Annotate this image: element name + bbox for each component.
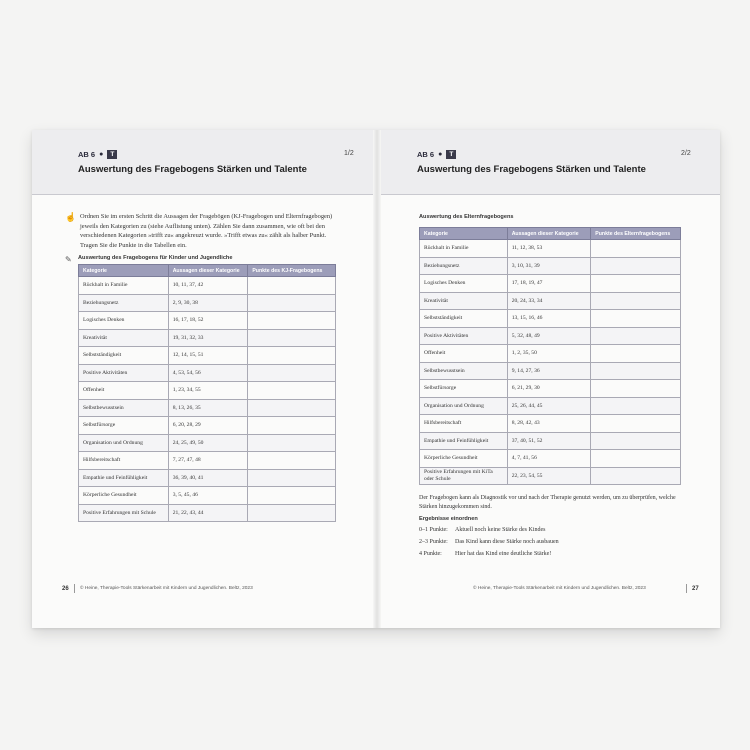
category-cell: Selbstbewusstsein [79, 399, 169, 417]
category-cell: Selbstfürsorge [420, 380, 508, 398]
points-cell[interactable] [248, 329, 336, 347]
footer-divider [686, 584, 687, 593]
kj-table [78, 264, 336, 522]
points-cell[interactable] [591, 310, 681, 328]
table-row [79, 452, 336, 470]
category-cell: Rückhalt in Familie [79, 277, 169, 295]
worksheet-label [78, 150, 117, 159]
category-cell: Kreativität [420, 292, 508, 310]
points-cell[interactable] [591, 257, 681, 275]
table-row [420, 432, 681, 450]
copyright-text: © Heine, Therapie-Tools Stärkenarbeit mit Kindern und Jugendlichen. Beltz, 2023 [80, 586, 253, 591]
category-cell: Rückhalt in Familie [420, 240, 508, 258]
points-cell[interactable] [248, 364, 336, 382]
points-cell[interactable] [248, 452, 336, 470]
statements-cell: 8, 13, 26, 35 [168, 399, 248, 417]
table-row [420, 240, 681, 258]
page-indicator: 1/2 [344, 150, 354, 157]
category-cell: Kreativität [79, 329, 169, 347]
statements-cell: 3, 5, 45, 46 [168, 487, 248, 505]
points-cell[interactable] [248, 417, 336, 435]
category-cell: Selbstbewusstsein [420, 362, 508, 380]
statements-cell: 5, 32, 48, 49 [507, 327, 591, 345]
statements-cell: 6, 21, 29, 30 [507, 380, 591, 398]
points-cell[interactable] [248, 312, 336, 330]
points-cell[interactable] [591, 467, 681, 485]
points-cell[interactable] [248, 294, 336, 312]
footer-divider [74, 584, 75, 593]
t-badge: T [107, 150, 117, 159]
points-cell[interactable] [591, 415, 681, 433]
table-row [79, 504, 336, 522]
table-row [79, 487, 336, 505]
statements-cell: 11, 12, 38, 53 [507, 240, 591, 258]
points-cell[interactable] [248, 434, 336, 452]
table-header-row [420, 228, 681, 240]
category-cell: Organisation und Ordnung [420, 397, 508, 415]
table-row [79, 399, 336, 417]
result-text: Das Kind kann diese Stärke noch ausbauen [455, 539, 559, 545]
points-cell[interactable] [248, 469, 336, 487]
table-row [79, 329, 336, 347]
table-row [79, 347, 336, 365]
table-row [420, 310, 681, 328]
ab-label: AB 6 [417, 150, 435, 159]
statements-cell: 7, 27, 47, 48 [168, 452, 248, 470]
category-cell: Offenheit [79, 382, 169, 400]
points-cell[interactable] [591, 292, 681, 310]
category-cell: Positive Aktivitäten [79, 364, 169, 382]
t-badge: T [446, 150, 456, 159]
col-header: Kategorie [420, 228, 508, 240]
statements-cell: 3, 10, 31, 39 [507, 257, 591, 275]
table-row [79, 382, 336, 400]
statements-cell: 16, 17, 18, 52 [168, 312, 248, 330]
points-cell[interactable] [591, 362, 681, 380]
points-cell[interactable] [591, 240, 681, 258]
table-row [420, 345, 681, 363]
eltern-table [419, 227, 681, 485]
statements-cell: 25, 26, 44, 45 [507, 397, 591, 415]
copyright-text: © Heine, Therapie-Tools Stärkenarbeit mit Kindern und Jugendlichen. Beltz, 2023 [473, 586, 646, 591]
points-cell[interactable] [248, 399, 336, 417]
page-indicator: 2/2 [681, 150, 691, 157]
points-cell[interactable] [591, 345, 681, 363]
right-page [381, 130, 720, 628]
page-title: Auswertung des Fragebogens Stärken und Talente [78, 164, 307, 175]
table-row [420, 327, 681, 345]
result-range: 4 Punkte: [419, 551, 442, 557]
result-text: Hier hat das Kind eine deutliche Stärke! [455, 551, 552, 557]
points-cell[interactable] [248, 347, 336, 365]
statements-cell: 9, 14, 27, 36 [507, 362, 591, 380]
category-cell: Empathie und Feinfühligkeit [420, 432, 508, 450]
category-cell: Körperliche Gesundheit [79, 487, 169, 505]
category-cell: Hilfsbereitschaft [79, 452, 169, 470]
table-row [79, 294, 336, 312]
table-row [420, 380, 681, 398]
category-cell: Organisation und Ordnung [79, 434, 169, 452]
table-row [79, 434, 336, 452]
category-cell: Positive Erfahrungen mit Schule [79, 504, 169, 522]
points-cell[interactable] [248, 382, 336, 400]
category-cell: Positive Aktivitäten [420, 327, 508, 345]
statements-cell: 22, 23, 54, 55 [507, 467, 591, 485]
table-row [420, 450, 681, 468]
points-cell[interactable] [591, 432, 681, 450]
statements-cell: 1, 2, 35, 50 [507, 345, 591, 363]
points-cell[interactable] [248, 487, 336, 505]
table-row [420, 292, 681, 310]
category-cell: Offenheit [420, 345, 508, 363]
category-cell: Selbstfürsorge [79, 417, 169, 435]
statements-cell: 21, 22, 43, 44 [168, 504, 248, 522]
category-cell: Positive Erfahrungen mit KiTa oder Schule [420, 467, 508, 485]
statements-cell: 6, 20, 28, 29 [168, 417, 248, 435]
col-header: Kategorie [79, 265, 169, 277]
table-row [79, 417, 336, 435]
col-header: Punkte des KJ-Fragebogens [248, 265, 336, 277]
category-cell: Körperliche Gesundheit [420, 450, 508, 468]
statements-cell: 4, 53, 54, 56 [168, 364, 248, 382]
points-cell[interactable] [248, 277, 336, 295]
statements-cell: 36, 39, 40, 41 [168, 469, 248, 487]
page-number: 27 [692, 586, 699, 592]
result-line [419, 551, 551, 557]
table-row [79, 469, 336, 487]
statements-cell: 12, 14, 15, 51 [168, 347, 248, 365]
table-row [420, 257, 681, 275]
col-header: Aussagen dieser Kategorie [168, 265, 248, 277]
open-book [32, 130, 720, 628]
table-row [79, 364, 336, 382]
result-line [419, 539, 559, 545]
table-row [79, 277, 336, 295]
result-range: 2–3 Punkte: [419, 539, 448, 545]
statements-cell: 1, 23, 34, 55 [168, 382, 248, 400]
points-cell[interactable] [591, 380, 681, 398]
points-cell[interactable] [591, 275, 681, 293]
statements-cell: 13, 15, 16, 46 [507, 310, 591, 328]
statements-cell: 17, 18, 19, 47 [507, 275, 591, 293]
table-row [79, 312, 336, 330]
table-row [420, 362, 681, 380]
ab-label: AB 6 [78, 150, 96, 159]
category-cell: Selbstständigkeit [79, 347, 169, 365]
points-cell[interactable] [248, 504, 336, 522]
table-row [420, 275, 681, 293]
table-row [420, 397, 681, 415]
usage-note: Der Fragebogen kann als Diagnostik vor und nach der Therapie genutzt werden, um zu überprüfen, welche Stärken hinzugekommen sind. [419, 495, 676, 510]
result-line [419, 527, 545, 533]
category-cell: Beziehungsnetz [420, 257, 508, 275]
page-header [32, 130, 373, 195]
statements-cell: 4, 7, 41, 56 [507, 450, 591, 468]
category-cell: Beziehungsnetz [79, 294, 169, 312]
left-page [32, 130, 373, 628]
category-cell: Logisches Denken [420, 275, 508, 293]
page-title: Auswertung des Fragebogens Stärken und Talente [417, 164, 646, 175]
result-text: Aktuell noch keine Stärke des Kindes [455, 527, 546, 533]
category-cell: Hilfsbereitschaft [420, 415, 508, 433]
table-row [420, 467, 681, 485]
book-gutter [373, 130, 381, 628]
points-cell[interactable] [591, 327, 681, 345]
results-heading: Ergebnisse einordnen [419, 516, 478, 522]
category-cell: Selbstständigkeit [420, 310, 508, 328]
result-range: 0–1 Punkte: [419, 527, 448, 533]
table-header-row [79, 265, 336, 277]
pencil-icon: ✎ [65, 255, 72, 264]
col-header: Aussagen dieser Kategorie [507, 228, 591, 240]
category-cell: Empathie und Feinfühligkeit [79, 469, 169, 487]
points-cell[interactable] [591, 450, 681, 468]
statements-cell: 2, 9, 30, 38 [168, 294, 248, 312]
statements-cell: 10, 11, 37, 42 [168, 277, 248, 295]
col-header: Punkte des Elternfragebogens [591, 228, 681, 240]
worksheet-label [417, 150, 456, 159]
table-heading: Auswertung des Fragebogens für Kinder und Jugendliche [78, 255, 233, 261]
bullet-icon: ● [438, 151, 443, 158]
statements-cell: 20, 24, 33, 34 [507, 292, 591, 310]
page-header [381, 130, 720, 195]
table-row [420, 415, 681, 433]
statements-cell: 24, 25, 49, 50 [168, 434, 248, 452]
points-cell[interactable] [591, 397, 681, 415]
statements-cell: 19, 31, 32, 33 [168, 329, 248, 347]
statements-cell: 8, 28, 42, 43 [507, 415, 591, 433]
bullet-icon: ● [99, 151, 104, 158]
statements-cell: 37, 40, 51, 52 [507, 432, 591, 450]
table-heading: Auswertung des Elternfragebogens [419, 214, 514, 220]
instructions-text: Ordnen Sie im ersten Schritt die Aussagen der Fragebögen (KJ-Fragebogen und Elternfragebogen) jeweils den Kategorien zu (siehe Auflistung unten). Zählen Sie dann zusammen, wie oft bei den verschiedenen Kategorien »trifft zu« angekreuzt wurde. »Trifft etwas zu« zählt als halber Punkt. Tragen Sie die Punkte in die Tabellen ein. [80, 213, 333, 249]
page-number: 26 [62, 586, 69, 592]
hand-icon: ☝ [65, 212, 77, 222]
category-cell: Logisches Denken [79, 312, 169, 330]
